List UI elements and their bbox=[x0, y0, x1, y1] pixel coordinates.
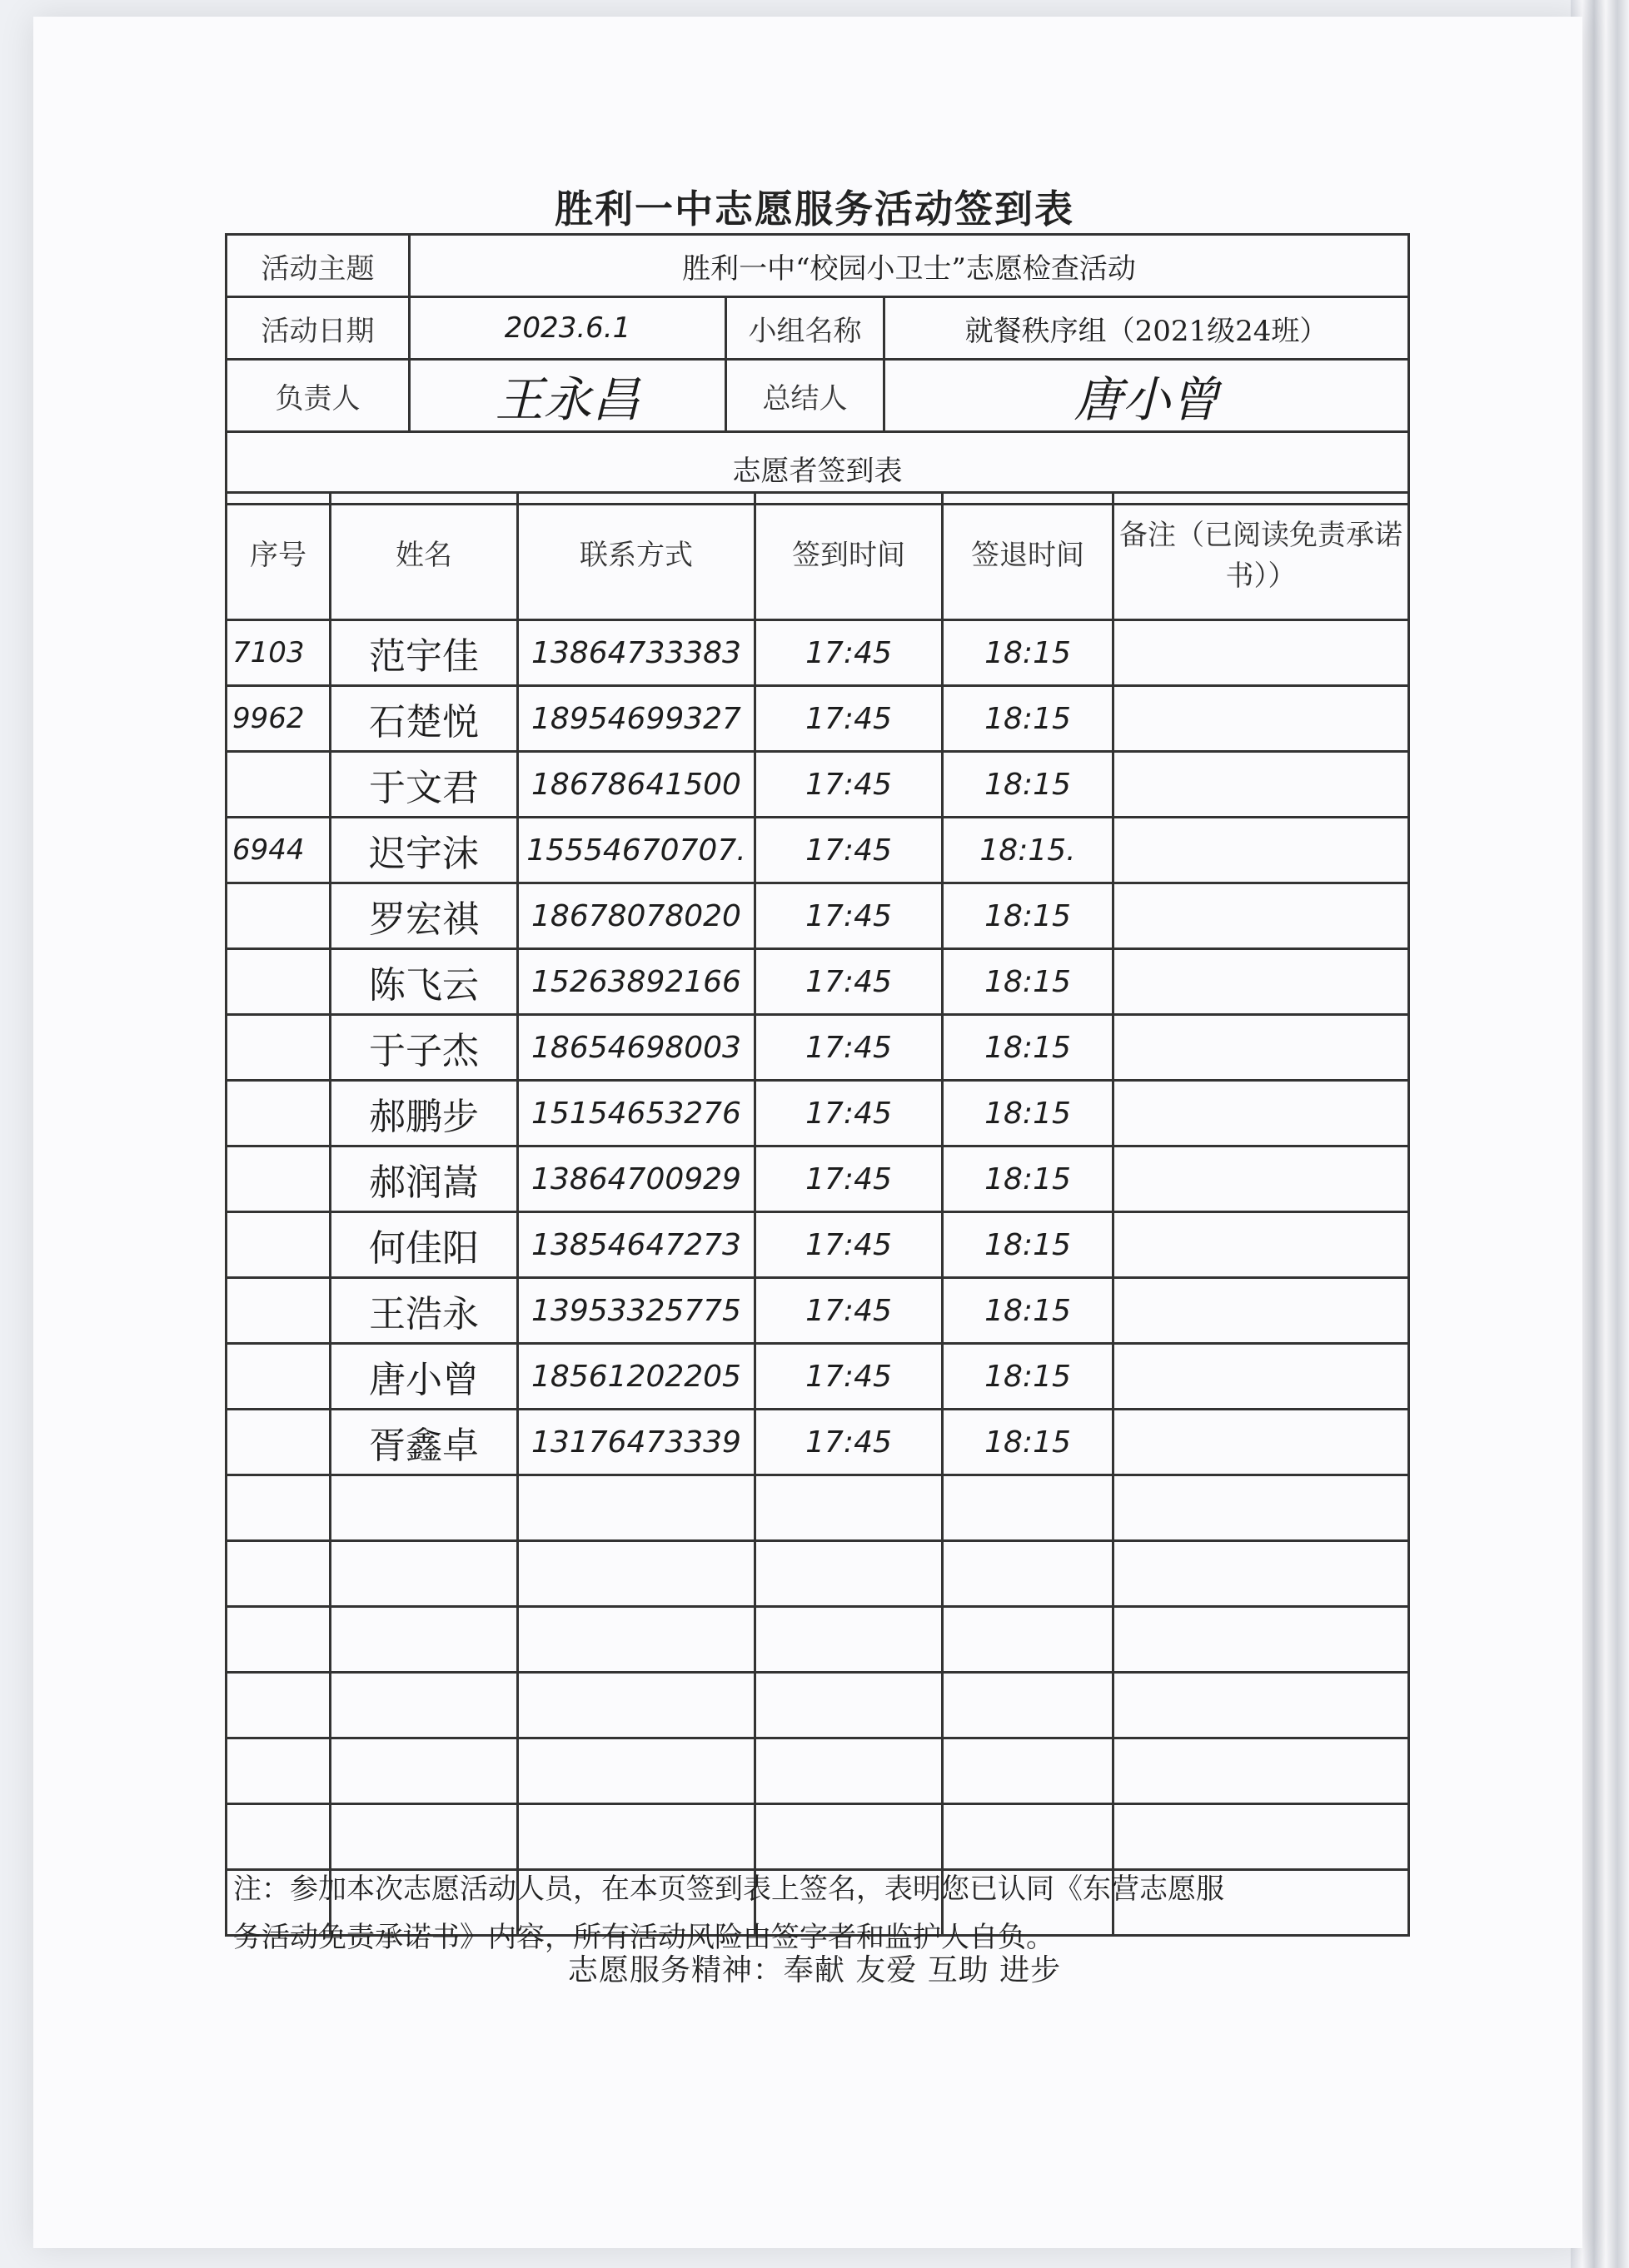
remark-cell bbox=[1113, 1212, 1409, 1278]
sign-out-time-cell: 18:15 bbox=[943, 1212, 1113, 1278]
remark-cell bbox=[1113, 686, 1409, 752]
volunteer-name-cell: 于文君 bbox=[331, 752, 518, 818]
sign-out-time-cell bbox=[943, 1475, 1113, 1541]
sign-in-time-cell: 17:45 bbox=[755, 883, 943, 949]
remark-cell bbox=[1113, 1410, 1409, 1475]
row-index-cell bbox=[227, 1673, 331, 1738]
sign-out-time-cell: 18:15 bbox=[943, 1015, 1113, 1081]
volunteer-name-cell bbox=[331, 1607, 518, 1673]
sign-in-time-cell: 17:45 bbox=[755, 949, 943, 1015]
sign-in-time-cell: 17:45 bbox=[755, 1410, 943, 1475]
sign-out-time-cell: 18:15 bbox=[943, 883, 1113, 949]
sign-in-time-cell bbox=[755, 1607, 943, 1673]
sign-out-time-cell: 18:15. bbox=[943, 818, 1113, 883]
volunteer-name-cell: 胥鑫卓 bbox=[331, 1410, 518, 1475]
table-row bbox=[227, 883, 1409, 949]
volunteer-name-cell: 罗宏祺 bbox=[331, 883, 518, 949]
column-header: 姓名 bbox=[331, 493, 518, 620]
remark-cell bbox=[1113, 1344, 1409, 1410]
sign-out-time-cell bbox=[943, 1738, 1113, 1804]
table-row bbox=[227, 1344, 1409, 1410]
footer-note-line-2: 务活动免责承诺书》内容，所有活动风险由签字者和监护人自负。 bbox=[233, 1921, 1054, 1954]
sign-out-time-cell: 18:15 bbox=[943, 620, 1113, 686]
sign-out-time-cell bbox=[943, 1607, 1113, 1673]
phone-cell: 13854647273 bbox=[518, 1212, 755, 1278]
date-value: 2023.6.1 bbox=[410, 297, 726, 360]
table-row bbox=[227, 1212, 1409, 1278]
footer-note-line-1: 注：参加本次志愿活动人员，在本页签到表上签名，表明您已认同《东营志愿服 bbox=[233, 1873, 1224, 1906]
phone-cell: 18678641500 bbox=[518, 752, 755, 818]
phone-cell: 13176473339 bbox=[518, 1410, 755, 1475]
table-row bbox=[227, 818, 1409, 883]
volunteer-name-cell: 何佳阳 bbox=[331, 1212, 518, 1278]
document-title: 胜利一中志愿服务活动签到表 bbox=[555, 187, 1074, 231]
group-name-value: 就餐秩序组（2021级24班） bbox=[884, 297, 1409, 360]
sign-out-time-cell: 18:15 bbox=[943, 1146, 1113, 1212]
table-row bbox=[227, 1146, 1409, 1212]
remark-cell bbox=[1113, 818, 1409, 883]
topic-value: 胜利一中“校园小卫士”志愿检查活动 bbox=[410, 235, 1409, 297]
table-row bbox=[227, 1081, 1409, 1146]
sign-in-time-cell bbox=[755, 1475, 943, 1541]
row-index-cell bbox=[227, 1146, 331, 1212]
leader-value: 王永昌 bbox=[410, 360, 726, 432]
remark-cell bbox=[1113, 949, 1409, 1015]
phone-cell: 15154653276 bbox=[518, 1081, 755, 1146]
column-header: 序号 bbox=[227, 493, 331, 620]
summarizer-value: 唐小曾 bbox=[884, 360, 1409, 432]
activity-info-table bbox=[225, 233, 1410, 505]
table-row bbox=[227, 1475, 1409, 1541]
sign-in-time-cell: 17:45 bbox=[755, 686, 943, 752]
phone-cell bbox=[518, 1738, 755, 1804]
remark-cell bbox=[1113, 752, 1409, 818]
row-index-cell bbox=[227, 1410, 331, 1475]
sign-out-time-cell bbox=[943, 1541, 1113, 1607]
row-index-cell bbox=[227, 1804, 331, 1870]
sign-out-time-cell: 18:15 bbox=[943, 1344, 1113, 1410]
remark-cell bbox=[1113, 1081, 1409, 1146]
volunteer-signin-table bbox=[225, 491, 1410, 1937]
sign-out-time-cell bbox=[943, 1673, 1113, 1738]
phone-cell: 15554670707. bbox=[518, 818, 755, 883]
volunteer-name-cell bbox=[331, 1804, 518, 1870]
row-index-cell bbox=[227, 752, 331, 818]
volunteer-name-cell: 郝鹏步 bbox=[331, 1081, 518, 1146]
volunteer-name-cell: 陈飞云 bbox=[331, 949, 518, 1015]
sign-in-time-cell: 17:45 bbox=[755, 752, 943, 818]
row-index-cell bbox=[227, 1081, 331, 1146]
remark-cell bbox=[1113, 1607, 1409, 1673]
sign-out-time-cell: 18:15 bbox=[943, 949, 1113, 1015]
volunteer-name-cell: 于子杰 bbox=[331, 1015, 518, 1081]
remark-cell bbox=[1113, 1146, 1409, 1212]
row-index-cell bbox=[227, 1475, 331, 1541]
sign-in-time-cell: 17:45 bbox=[755, 1212, 943, 1278]
sign-out-time-cell: 18:15 bbox=[943, 1278, 1113, 1344]
phone-cell: 18561202205 bbox=[518, 1344, 755, 1410]
volunteer-section-title: 志愿者签到表 bbox=[227, 432, 1409, 505]
sign-in-time-cell: 17:45 bbox=[755, 1278, 943, 1344]
row-index-cell: 7103 bbox=[227, 620, 331, 686]
row-index-cell bbox=[227, 1344, 331, 1410]
remark-cell bbox=[1113, 1673, 1409, 1738]
volunteer-name-cell bbox=[331, 1475, 518, 1541]
table-row bbox=[227, 1410, 1409, 1475]
sign-in-time-cell: 17:45 bbox=[755, 1146, 943, 1212]
phone-cell: 15263892166 bbox=[518, 949, 755, 1015]
phone-cell: 18678078020 bbox=[518, 883, 755, 949]
phone-cell: 13864700929 bbox=[518, 1146, 755, 1212]
phone-cell bbox=[518, 1673, 755, 1738]
table-row bbox=[227, 752, 1409, 818]
sign-in-time-cell: 17:45 bbox=[755, 1344, 943, 1410]
phone-cell bbox=[518, 1541, 755, 1607]
row-index-cell bbox=[227, 1278, 331, 1344]
remark-cell bbox=[1113, 883, 1409, 949]
remark-cell bbox=[1113, 1738, 1409, 1804]
volunteer-spirit-text: 志愿服务精神：奉献 友爱 互助 进步 bbox=[567, 1953, 1062, 1987]
table-row bbox=[227, 1607, 1409, 1673]
table-row bbox=[227, 1541, 1409, 1607]
sign-in-time-cell bbox=[755, 1541, 943, 1607]
table-row bbox=[227, 949, 1409, 1015]
row-index-cell bbox=[227, 949, 331, 1015]
phone-cell: 13953325775 bbox=[518, 1278, 755, 1344]
topic-label: 活动主题 bbox=[227, 235, 410, 297]
remark-cell bbox=[1113, 1015, 1409, 1081]
summarizer-label: 总结人 bbox=[726, 360, 884, 432]
column-header: 联系方式 bbox=[518, 493, 755, 620]
table-row bbox=[227, 1015, 1409, 1081]
row-index-cell bbox=[227, 883, 331, 949]
phone-cell: 18954699327 bbox=[518, 686, 755, 752]
volunteer-name-cell: 王浩永 bbox=[331, 1278, 518, 1344]
sign-in-time-cell bbox=[755, 1738, 943, 1804]
group-name-label: 小组名称 bbox=[726, 297, 884, 360]
remark-cell bbox=[1113, 1804, 1409, 1870]
leader-label: 负责人 bbox=[227, 360, 410, 432]
volunteer-name-cell bbox=[331, 1673, 518, 1738]
remark-cell bbox=[1113, 1541, 1409, 1607]
volunteer-name-cell: 迟宇沫 bbox=[331, 818, 518, 883]
table-header-row bbox=[227, 493, 1409, 620]
sign-in-time-cell bbox=[755, 1804, 943, 1870]
volunteer-name-cell bbox=[331, 1738, 518, 1804]
table-row bbox=[227, 1804, 1409, 1870]
volunteer-name-cell: 郝润嵩 bbox=[331, 1146, 518, 1212]
remark-cell bbox=[1113, 1278, 1409, 1344]
remark-cell bbox=[1113, 620, 1409, 686]
volunteer-name-cell bbox=[331, 1541, 518, 1607]
sign-out-time-cell: 18:15 bbox=[943, 752, 1113, 818]
row-index-cell bbox=[227, 1015, 331, 1081]
table-row bbox=[227, 620, 1409, 686]
sign-out-time-cell: 18:15 bbox=[943, 686, 1113, 752]
phone-cell: 13864733383 bbox=[518, 620, 755, 686]
sign-in-time-cell: 17:45 bbox=[755, 818, 943, 883]
remark-cell bbox=[1113, 1475, 1409, 1541]
phone-cell bbox=[518, 1475, 755, 1541]
column-header: 签到时间 bbox=[755, 493, 943, 620]
volunteer-name-cell: 范宇佳 bbox=[331, 620, 518, 686]
phone-cell bbox=[518, 1607, 755, 1673]
column-header: 签退时间 bbox=[943, 493, 1113, 620]
row-index-cell: 9962 bbox=[227, 686, 331, 752]
signin-table-body bbox=[227, 620, 1409, 1936]
sign-in-time-cell bbox=[755, 1673, 943, 1738]
table-row bbox=[227, 686, 1409, 752]
phone-cell: 18654698003 bbox=[518, 1015, 755, 1081]
row-index-cell bbox=[227, 1738, 331, 1804]
sign-in-time-cell: 17:45 bbox=[755, 1081, 943, 1146]
table-row bbox=[227, 1673, 1409, 1738]
row-index-cell bbox=[227, 1607, 331, 1673]
volunteer-name-cell: 唐小曾 bbox=[331, 1344, 518, 1410]
phone-cell bbox=[518, 1804, 755, 1870]
row-index-cell: 6944 bbox=[227, 818, 331, 883]
sign-in-time-cell: 17:45 bbox=[755, 620, 943, 686]
column-header: 备注（已阅读免责承诺书）） bbox=[1113, 493, 1409, 620]
sign-out-time-cell: 18:15 bbox=[943, 1410, 1113, 1475]
sign-in-time-cell: 17:45 bbox=[755, 1015, 943, 1081]
volunteer-name-cell: 石楚悦 bbox=[331, 686, 518, 752]
table-row bbox=[227, 1738, 1409, 1804]
row-index-cell bbox=[227, 1212, 331, 1278]
sign-out-time-cell: 18:15 bbox=[943, 1081, 1113, 1146]
row-index-cell bbox=[227, 1541, 331, 1607]
table-row bbox=[227, 1278, 1409, 1344]
sign-out-time-cell bbox=[943, 1804, 1113, 1870]
date-label: 活动日期 bbox=[227, 297, 410, 360]
